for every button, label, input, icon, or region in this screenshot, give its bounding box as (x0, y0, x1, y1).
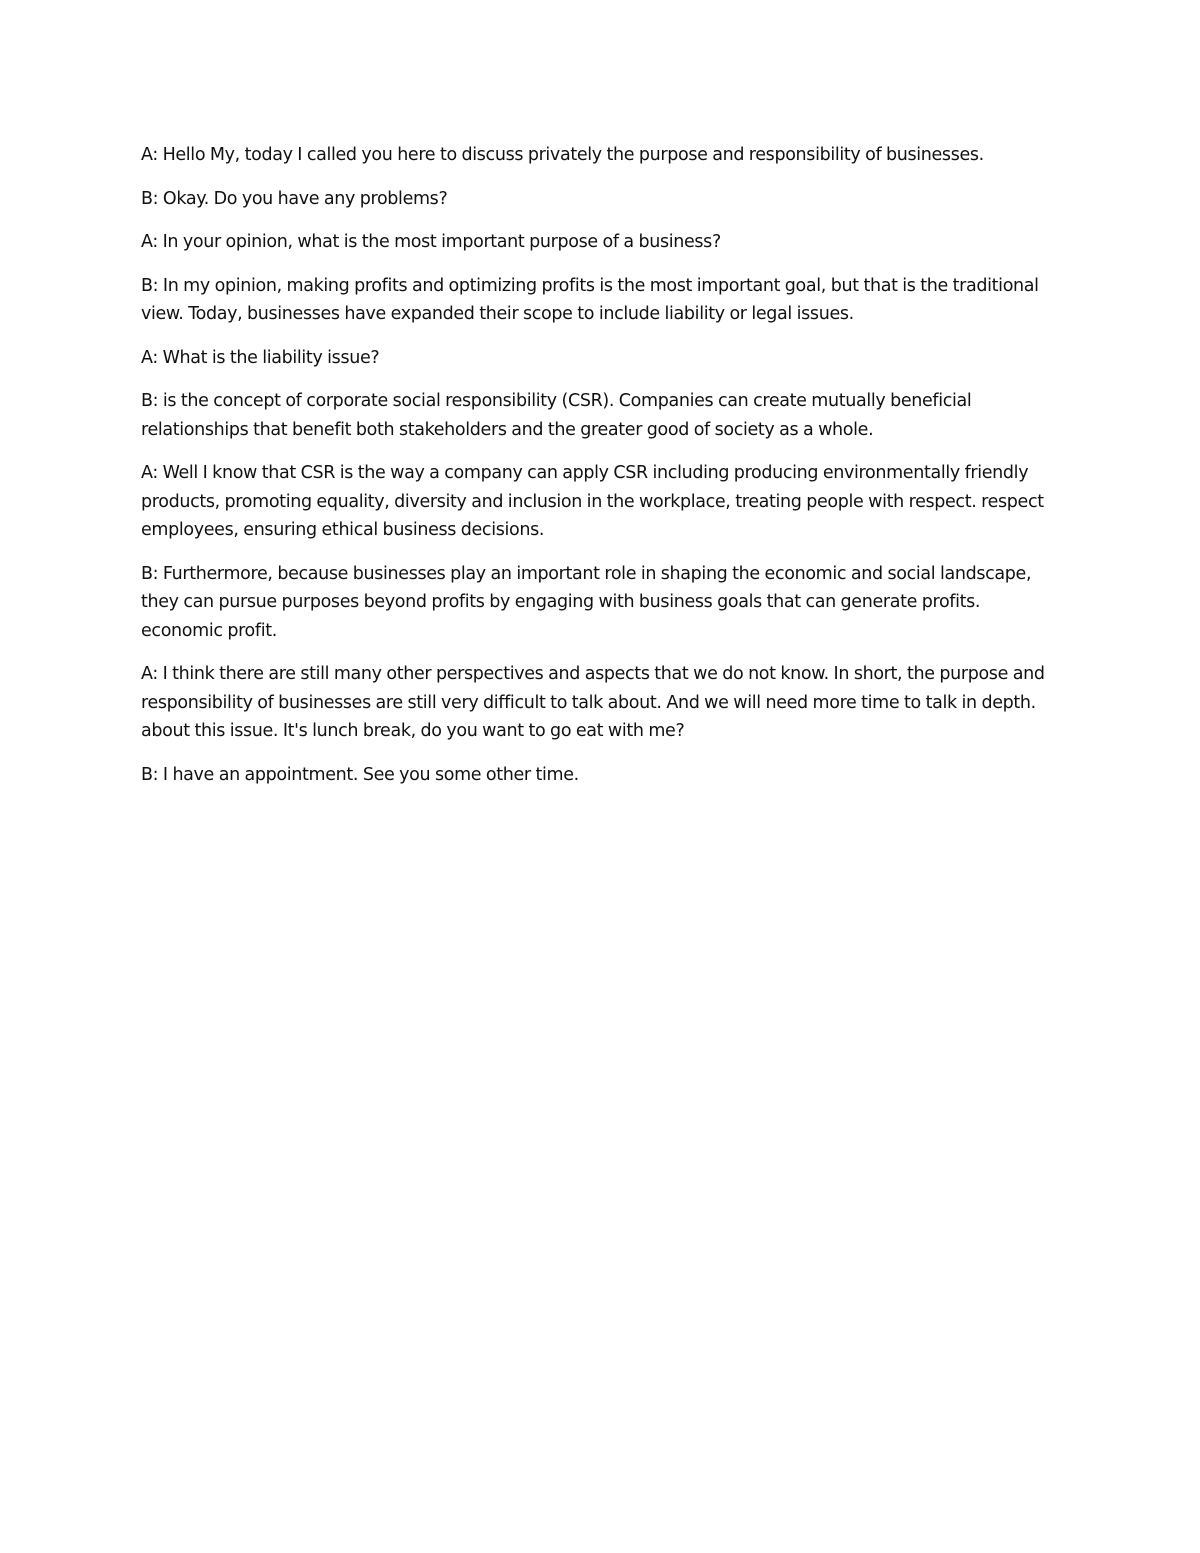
dialogue-paragraph: B: is the concept of corporate social responsibility (CSR). Companies can create mutually beneficial relationships that benefit both stakeholders and the greater good of society as a whole. (141, 391, 972, 440)
dialogue-paragraph: B: Furthermore, because businesses play an important role in shaping the economic and social landscape, they can pursue purposes beyond profits by engaging with business goals that can generate profits. economic profit. (141, 563, 1032, 641)
dialogue-paragraph: A: In your opinion, what is the most important purpose of a business? (141, 232, 721, 252)
dialogue-paragraph: A: I think there are still many other perspectives and aspects that we do not know. In short, the purpose and responsibility of businesses are still very difficult to talk about. And we will need more time to talk in depth. about this issue. It's lunch break, do you want to go eat with me? (141, 664, 1045, 741)
dialogue-paragraph: A: Hello My, today I called you here to discuss privately the purpose and responsibility of businesses. (141, 145, 984, 165)
dialogue-paragraph: B: I have an appointment. See you some other time. (141, 764, 579, 785)
dialogue-paragraph: A: What is the liability issue? (141, 347, 380, 368)
dialogue-paragraph: B: In my opinion, making profits and optimizing profits is the most important goal, but that is the traditional view. Today, businesses have expanded their scope to include liability or legal issues. (141, 275, 1039, 324)
dialogue-paragraph: B: Okay. Do you have any problems? (141, 188, 448, 209)
dialogue-body (141, 141, 1066, 804)
dialogue-paragraph: A: Well I know that CSR is the way a company can apply CSR including producing environmentally friendly products, promoting equality, diversity and inclusion in the workplace, treating people with respect. respect employees, ensuring ethical business decisions. (141, 463, 1044, 540)
